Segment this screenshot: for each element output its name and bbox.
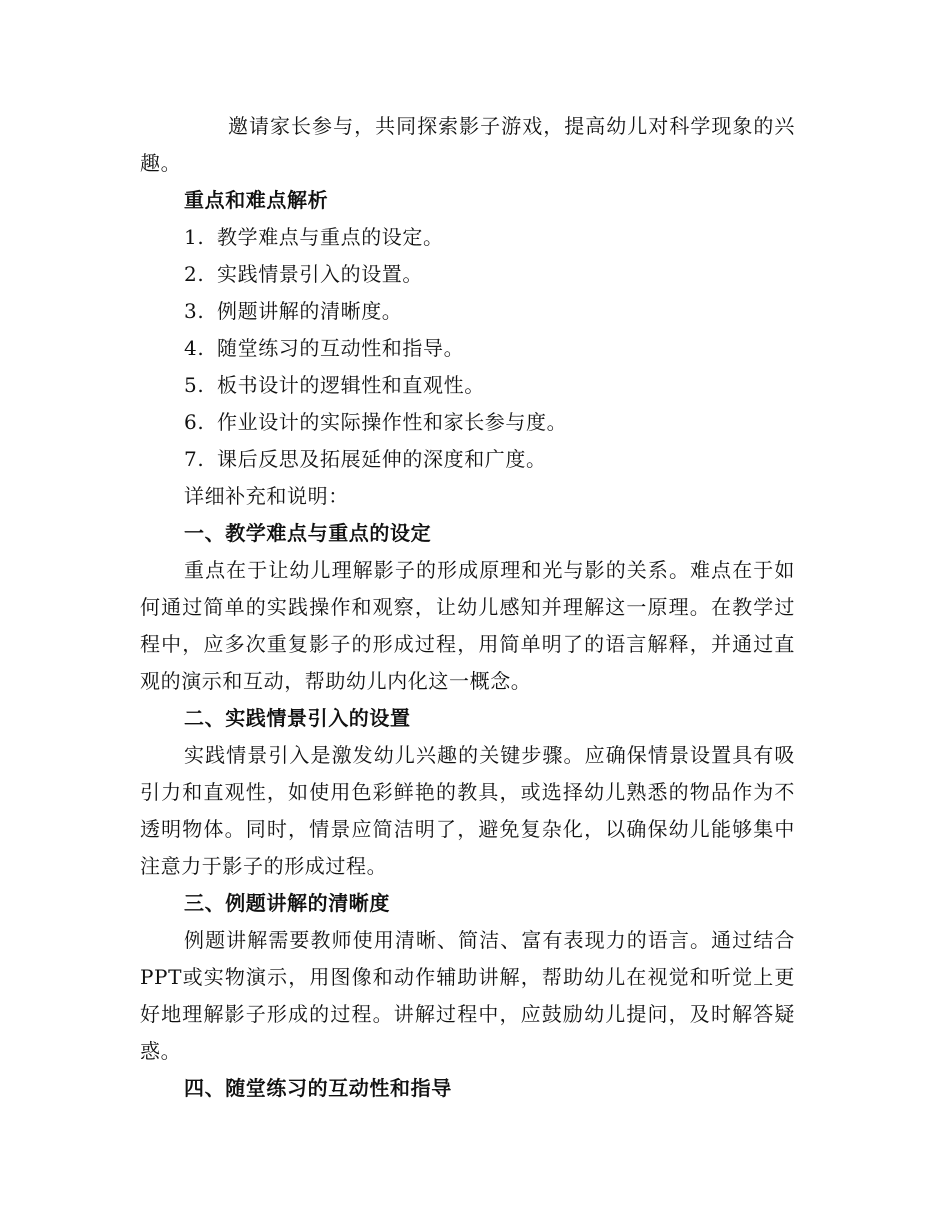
list-item-number: 3. [184,299,205,323]
intro-paragraph: 邀请家长参与，共同探索影子游戏，提高幼儿对科学现象的兴趣。 [140,114,795,175]
list-item [140,293,795,330]
list-item-text: 作业设计的实际操作性和家长参与度。 [217,410,568,434]
section-heading: 四、随堂练习的互动性和指导 [184,1076,452,1100]
list-item [140,404,795,441]
list-item [140,367,795,404]
list-item-text: 例题讲解的清晰度。 [217,299,403,323]
list-item-text: 随堂练习的互动性和指导。 [217,336,465,360]
list-item [140,219,795,256]
list-item-number: 2. [184,262,205,286]
list-item-text: 教学难点与重点的设定。 [217,225,444,249]
section-heading: 一、教学难点与重点的设定 [184,521,432,545]
list-item [140,330,795,367]
list-item-number: 7. [184,447,205,471]
detail-label: 详细补充和说明： [184,484,349,508]
list-item-text: 板书设计的逻辑性和直观性。 [217,373,485,397]
list-item-number: 5. [184,373,205,397]
section-heading: 三、例题讲解的清晰度 [184,891,390,915]
list-item-number: 6. [184,410,205,434]
section-heading: 二、实践情景引入的设置 [184,706,411,730]
list-item-number: 4. [184,336,205,360]
document-body [140,108,795,1107]
list-item [140,256,795,293]
list-item-text: 课后反思及拓展延伸的深度和广度。 [217,447,547,471]
section-body: 例题讲解需要教师使用清晰、简洁、富有表现力的语言。通过结合PPT或实物演示，用图像和动作辅助讲解，帮助幼儿在视觉和听觉上更好地理解影子形成的过程。讲解过程中，应鼓励幼儿提问，及时解答疑惑。 [140,928,795,1063]
section-body: 重点在于让幼儿理解影子的形成原理和光与影的关系。难点在于如何通过简单的实践操作和观察，让幼儿感知并理解这一原理。在教学过程中，应多次重复影子的形成过程，用简单明了的语言解释，并通过直观的演示和互动，帮助幼儿内化这一概念。 [140,558,795,693]
section-body: 实践情景引入是激发幼儿兴趣的关键步骤。应确保情景设置具有吸引力和直观性，如使用色彩鲜艳的教具，或选择幼儿熟悉的物品作为不透明物体。同时，情景应简洁明了，避免复杂化，以确保幼儿能够集中注意力于影子的形成过程。 [140,743,795,878]
key-points-heading: 重点和难点解析 [184,188,329,212]
key-points-list [140,219,795,478]
list-item [140,441,795,478]
list-item-number: 1. [184,225,205,249]
list-item-text: 实践情景引入的设置。 [217,262,423,286]
